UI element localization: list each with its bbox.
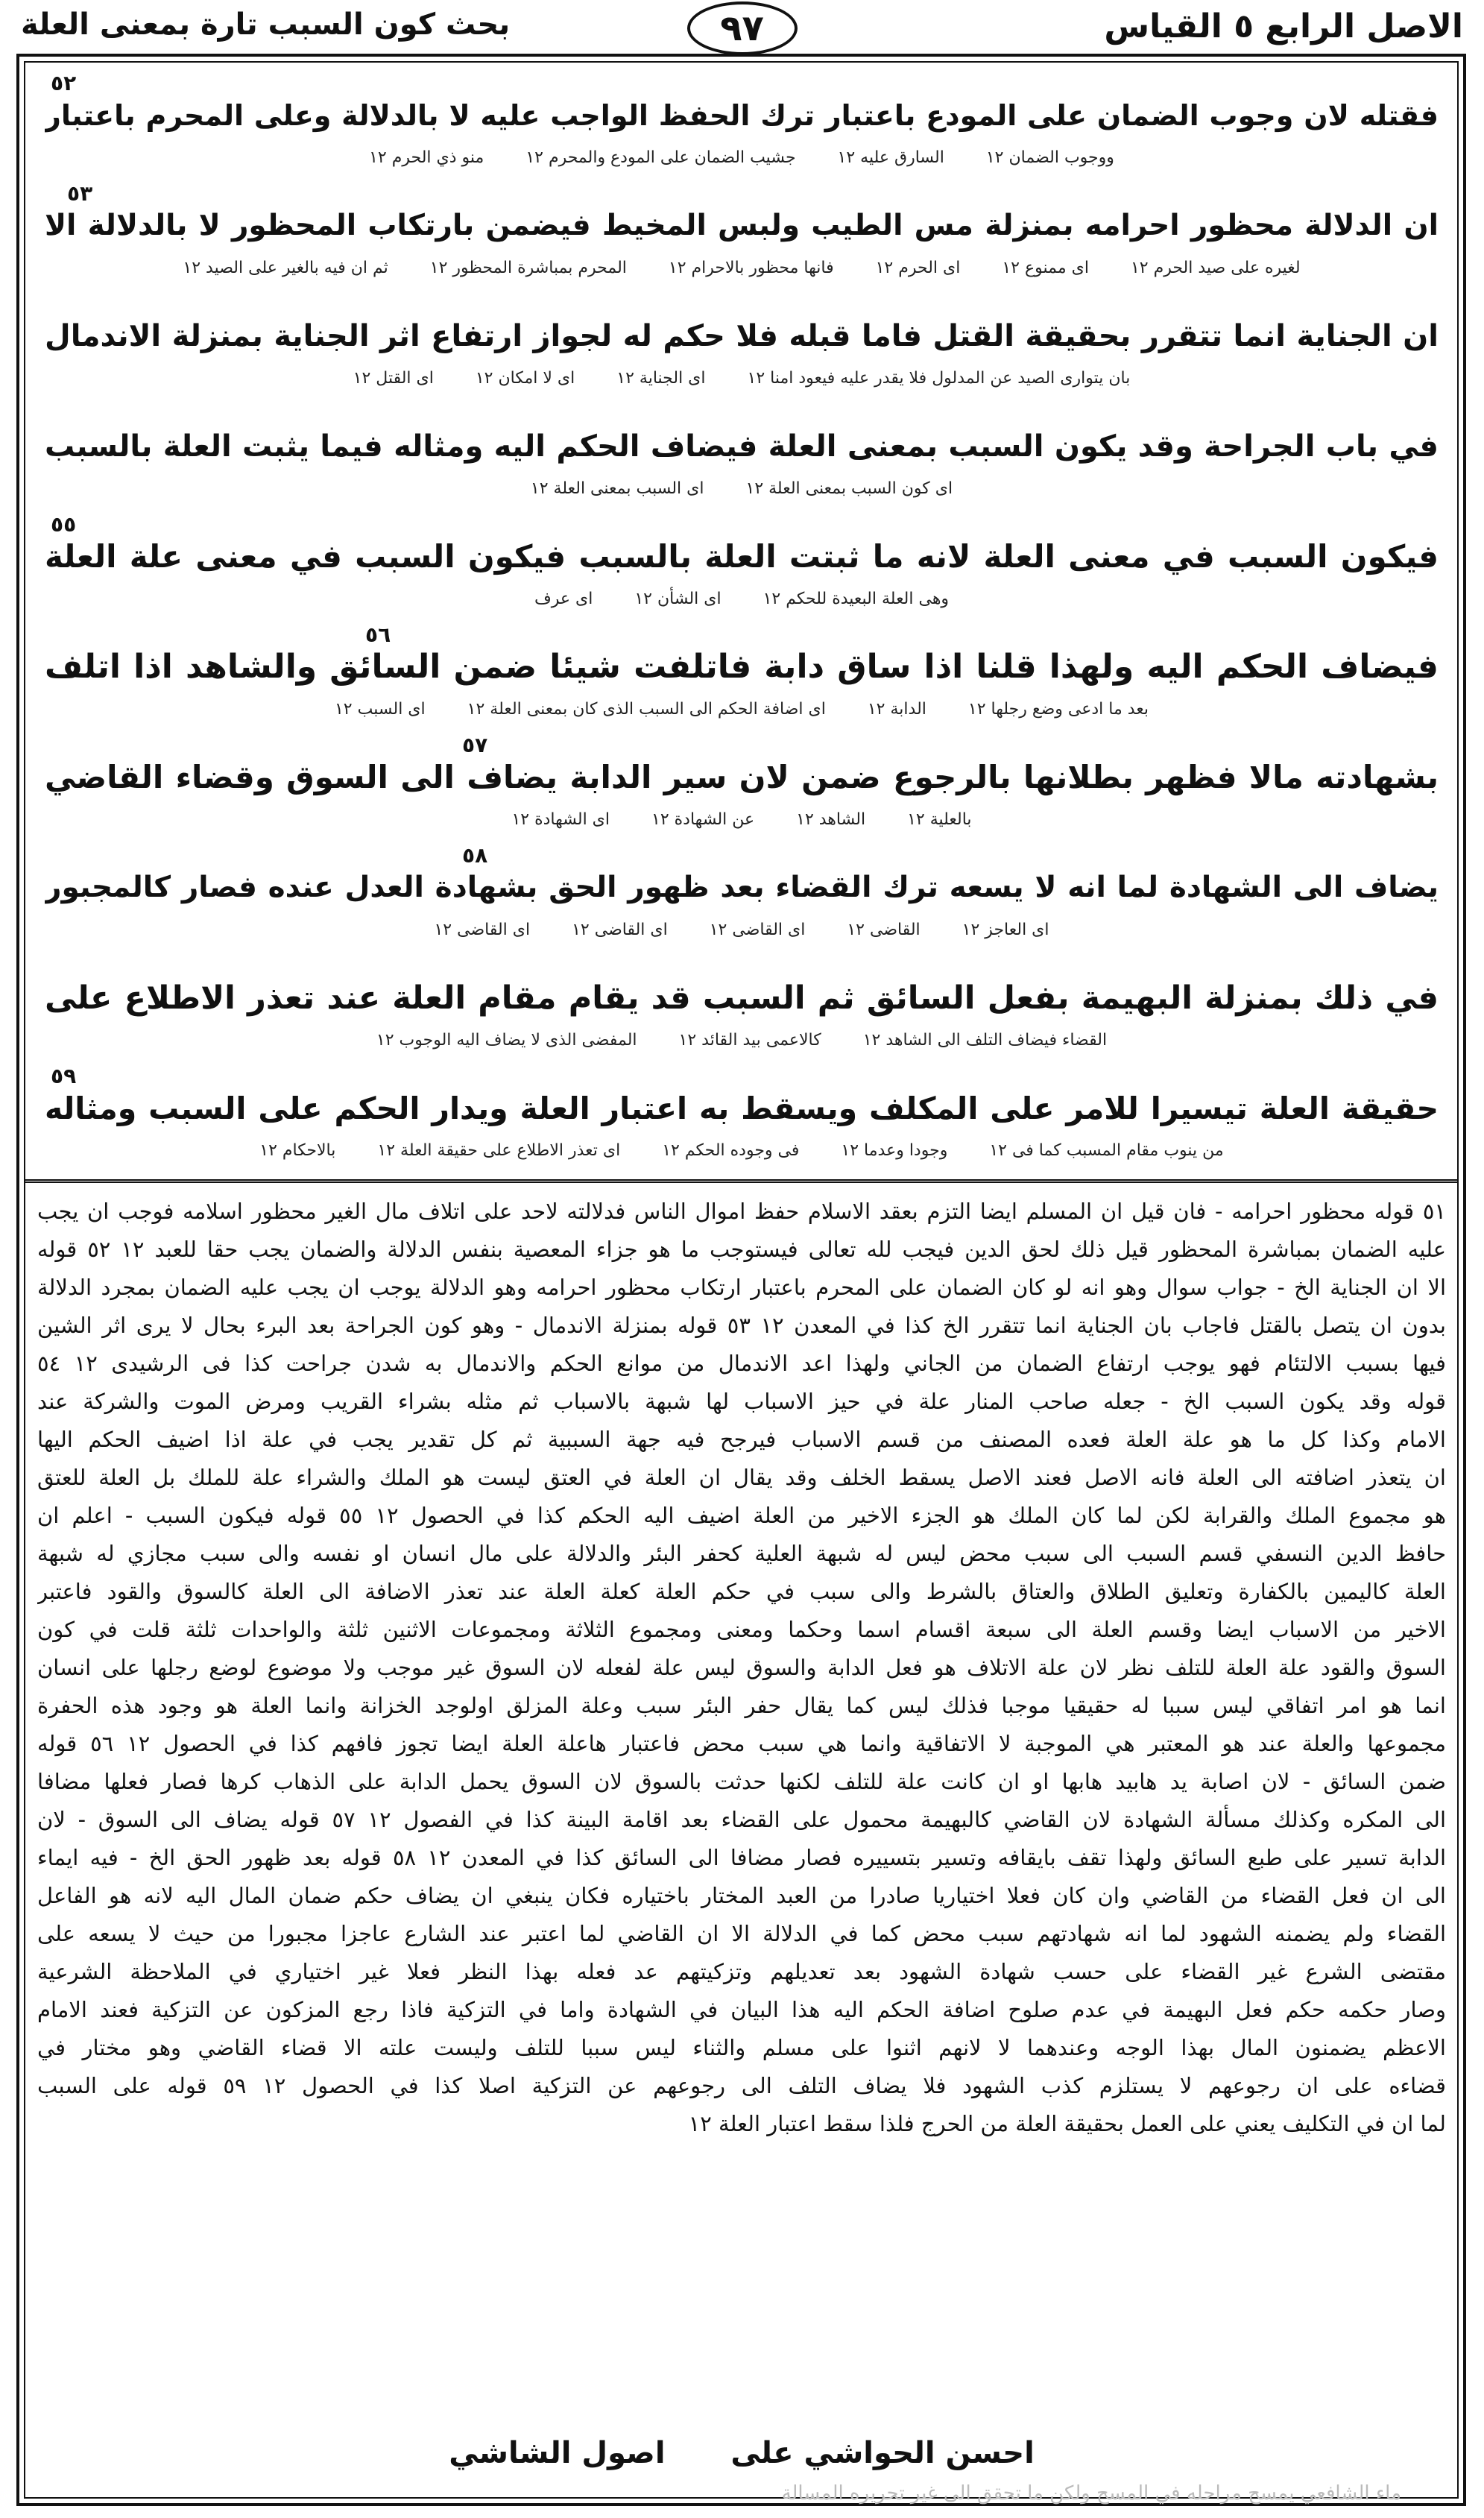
chapter-title: الاصل الرابع ٥ القياس bbox=[1104, 7, 1463, 45]
footnote-marker: ٥٦ bbox=[365, 622, 391, 647]
gloss-note: القضاء فيضاف التلف الى الشاهد ١٢ bbox=[862, 1031, 1108, 1050]
gloss-note: اى القاضى ١٢ bbox=[434, 921, 531, 939]
gloss-note: بالاحكام ١٢ bbox=[259, 1141, 336, 1160]
commentary-line: العلة كاليمين بالكفارة وتعليق الطلاق والعتاق بالشرط والى سبب في حكم العلة كعلة العلة عند تعذر الاضافة الى العلة كالسوق والقود فاعتبر bbox=[37, 1579, 1446, 1604]
interlinear-gloss bbox=[45, 809, 1439, 831]
gloss-note: بان يتوارى الصيد عن المدلول فلا يقدر عليه فيعود امنا ١٢ bbox=[747, 369, 1131, 388]
commentary-line: السوق والقود علة العلة للتلف نظر لان علة الاتلاف هو فعل الدابة والسوق ليس علة لفعله لان السوق غير موجب ولا موضوع لوضع رجلها على انسان bbox=[37, 1655, 1446, 1680]
main-text-block bbox=[45, 71, 1439, 1174]
commentary-line: ان يتعذر اضافته الى العلة فانه الاصل فعند الاصل يسقط الخلف وقد يقال ان العلة في العتق ليست هو الملك والشراء علة للملك بل العلة للعتق bbox=[37, 1465, 1446, 1490]
interlinear-gloss bbox=[45, 1140, 1439, 1162]
page-number: ٩٧ bbox=[687, 1, 798, 55]
commentary-line: حافظ الدين النسفي قسم السبب الى سبب محض ليس له شبهة العلية كحفر البئر والدلالة على مال انسان او نفسه والى سبب مجازي له شبهة bbox=[37, 1541, 1446, 1566]
main-line-text: حقيقة العلة تيسيرا للامر على المكلف ويسقط به اعتبار العلة ويدار الحكم على السبب ومثاله bbox=[45, 1091, 1439, 1126]
gloss-note: لغيره على صيد الحرم ١٢ bbox=[1130, 259, 1301, 277]
gloss-note: جشيب الضمان على المودع والمحرم ١٢ bbox=[525, 148, 796, 167]
interlinear-gloss bbox=[45, 367, 1439, 390]
main-line-text: ان الجناية انما تتقرر بحقيقة القتل فاما قبله فلا حكم له لجواز ارتفاع اثر الجناية بمنزلة الاندمال bbox=[45, 319, 1439, 353]
main-line-text: فيضاف الحكم اليه ولهذا قلنا اذا ساق دابة فاتلفت شيئا ضمن السائق والشاهد اذا اتلف bbox=[45, 648, 1439, 686]
gloss-note: المفضى الذى لا يضاف اليه الوجوب ١٢ bbox=[376, 1031, 637, 1050]
gloss-note: اى كون السبب بمعنى العلة ١٢ bbox=[745, 479, 953, 498]
gloss-note: الدابة ١٢ bbox=[867, 700, 926, 719]
main-line bbox=[45, 512, 1439, 622]
commentary-line: هو مجموع الملك والقرابة لكن لما كان الملك هو الجزء الاخير من العلة اضيف اليه الحكم كذا في الحصول ١٢ ٥٥ قوله فيكون السبب - اعلم ان bbox=[37, 1503, 1446, 1528]
signature-right: احسن الحواشي على bbox=[730, 2436, 1035, 2470]
interlinear-gloss bbox=[45, 147, 1439, 169]
footnote-marker: ٥٥ bbox=[51, 512, 77, 537]
gloss-note: اى عرف bbox=[534, 590, 593, 608]
commentary-block bbox=[37, 1193, 1446, 2490]
gloss-note: اى الحرم ١٢ bbox=[875, 259, 961, 277]
interlinear-gloss bbox=[45, 698, 1439, 721]
gloss-note: المحرم بمباشرة المحظور ١٢ bbox=[429, 259, 627, 277]
commentary-line: عليه الضمان بمباشرة المحظور قيل ذلك لحق الدين فيجب لله تعالى فيستوجب ما هو جزاء المعصية بنفس الدلالة والضمان يجب حقا للعبد ١٢ ٥٢ قوله bbox=[37, 1237, 1446, 1262]
main-line-text: في باب الجراحة وقد يكون السبب بمعنى العلة فيضاف الحكم اليه ومثاله فيما يثبت العلة بالسبب bbox=[45, 429, 1439, 464]
commentary-line: ٥١ قوله محظور احرامه - فان قيل ان المسلم ايضا التزم بعقد الاسلام حفظ اموال الناس فدلالته لاحد على اتلاف مال الغير محظور اسلامه فوجب ان يجب bbox=[37, 1199, 1446, 1224]
gloss-note: فانها محظور بالاحرام ١٢ bbox=[668, 259, 834, 277]
commentary-line: قضاءه على ان رجوعهم لا يستلزم كذب الشهود فلا يضاف التلف الى رجوعهم عن التزكية اصلا كذا في الحصول ١٢ ٥٩ قوله على السبب bbox=[37, 2073, 1446, 2098]
gloss-note: ثم ان فيه بالغير على الصيد ١٢ bbox=[183, 259, 388, 277]
main-line bbox=[45, 181, 1439, 291]
main-line-text: فيكون السبب في معنى العلة لانه ما ثبتت العلة بالسبب فيكون السبب في معنى علة العلة bbox=[45, 538, 1439, 575]
footnote-marker: ٥٨ bbox=[462, 843, 488, 868]
gloss-note: فى وجوده الحكم ١٢ bbox=[662, 1141, 800, 1160]
gloss-note: اى السبب بمعنى العلة ١٢ bbox=[530, 479, 704, 498]
section-divider bbox=[24, 1179, 1459, 1183]
interlinear-gloss bbox=[45, 1029, 1439, 1052]
gloss-note: القاضى ١٢ bbox=[847, 921, 921, 939]
interlinear-gloss bbox=[45, 478, 1439, 500]
main-line bbox=[45, 953, 1439, 1064]
interlinear-gloss bbox=[45, 919, 1439, 941]
footnote-marker: ٥٢ bbox=[51, 71, 77, 95]
main-line bbox=[45, 71, 1439, 181]
commentary-line: الى المكره وكذلك مسألة الشهادة لان القاضي كالبهيمة محمول على القضاء بعد اقامة البينة كذا في الفصول ١٢ ٥٧ قوله يضاف الى السوق - لان bbox=[37, 1807, 1446, 1832]
gloss-note: اى الجناية ١٢ bbox=[616, 369, 706, 388]
commentary-line: انما هو امر اتفاقي ليس سببا له حقيقيا موجبا فذلك ليس كما يقال حفر البئر سبب وعلة المزلق اولوجد الخزانة وانما العلة هو وجود هذه الحفرة bbox=[37, 1693, 1446, 1718]
gloss-note: اى السبب ١٢ bbox=[334, 700, 426, 719]
main-line bbox=[45, 843, 1439, 953]
gloss-note: الشاهد ١٢ bbox=[796, 810, 866, 829]
page-header bbox=[21, 0, 1463, 54]
commentary-line: لما ان في التكليف يعني على العمل بحقيقة العلة من الحرج فلذا سقط اعتبار العلة ١٢ bbox=[688, 2111, 1446, 2136]
commentary-line: الاخير من الاسباب ايضا وقسم العلة الى سبعة اقسام اسما وحكما ومعنى ومجموع الثلاثة ومجموعات الاثنين ثلثة والواحدات ثلثة قلت في كون bbox=[37, 1617, 1446, 1642]
commentary-line: مجموعها والعلة عند هو المعتبر هي الموجبة لا الاتفاقية وانما هي سبب محض فاعتبار هاعلة العلة ايضا تجوز فافهم كذا في الحصول ١٢ ٥٦ قوله bbox=[37, 1731, 1446, 1756]
gloss-note: اى القاضى ١٢ bbox=[572, 921, 668, 939]
gloss-note: اى العاجز ١٢ bbox=[962, 921, 1049, 939]
commentary-line: الى ان فعل القضاء من القاضي وان كان فعلا اختياريا صادرا من العبد المختار باختياره فكان ينبغي ان يضاف حكم ضمان المال اليه لانه هو الفاعل bbox=[37, 1883, 1446, 1908]
gloss-note: السارق عليه ١٢ bbox=[837, 148, 944, 167]
main-line-text: يضاف الى الشهادة لما انه لا يسعه ترك القضاء بعد ظهور الحق بشهادة العدل عنده فصار كالمجبور bbox=[45, 871, 1439, 904]
gloss-note: عن الشهادة ١٢ bbox=[651, 810, 755, 829]
footnote-marker: ٥٧ bbox=[462, 733, 488, 757]
gloss-note: اى القتل ١٢ bbox=[353, 369, 434, 388]
commentary-line: الامام وكذا كل ما هو علة العلة فعده المصنف من قسم الاسباب فيرجح فيه جهة السببية ثم كل تقدير يجب في علة اذا اضيف الحكم اليها bbox=[37, 1427, 1446, 1452]
gloss-note: بعد ما ادعى وضع رجلها ١٢ bbox=[967, 700, 1149, 719]
main-line-text: بشهادته مالا فظهر بطلانها بالرجوع ضمن لان سير الدابة يضاف الى السوق وقضاء القاضي bbox=[45, 759, 1439, 795]
faint-handwritten-note: ماء الشافعي يمسح مراحله في المسح ولكن ما تحقق الى غير تحريره المسالة bbox=[781, 2482, 1401, 2505]
footnote-marker: ٥٣ bbox=[67, 181, 93, 206]
commentary-line: ضمن السائق - لان اصابة يد هابيد هابها او ان كانت علة للتلف لكنها حدثت بالسوق لان السوق يحمل الدابة على الذهاب كرها فصار فعلها مضافا bbox=[37, 1769, 1446, 1794]
book-signature bbox=[45, 2436, 1439, 2481]
gloss-note: اى الشهادة ١٢ bbox=[511, 810, 610, 829]
footnote-marker: ٥٩ bbox=[51, 1064, 77, 1088]
signature-left: اصول الشاشي bbox=[449, 2436, 666, 2470]
main-line-text: فقتله لان وجوب الضمان على المودع باعتبار ترك الحفظ الواجب عليه لا بالدلالة وعلى المحرم باعتبار bbox=[45, 99, 1439, 132]
main-line bbox=[45, 733, 1439, 843]
gloss-note: اى ممنوع ١٢ bbox=[1002, 259, 1089, 277]
main-line-text: في ذلك بمنزلة البهيمة بفعل السائق ثم السبب قد يقام مقام العلة عند تعذر الاطلاع على bbox=[45, 979, 1439, 1017]
main-line-text: ان الدلالة محظور احرامه بمنزلة مس الطيب ولبس المخيط فيضمن بارتكاب المحظور لا بالدلالة الا bbox=[45, 209, 1439, 242]
main-line bbox=[45, 402, 1439, 512]
gloss-note: اى الشأن ١٢ bbox=[634, 590, 722, 608]
commentary-line: الدابة تسير على طبع السائق ولهذا تقف بايقافه وتسير بتسييره فصار مضافا الى السائق كذا في المعدن ١٢ ٥٨ قوله بعد ظهور الحق الخ - فيه ايماء bbox=[37, 1845, 1446, 1870]
commentary-line: الاعظم يضمنون المال بهذا الوجه وعندهما لا لانهم اثنوا على مسلم والثناء ليس سببا للتلف وليست علته الا قضاء القاضي وهو مختار في bbox=[37, 2035, 1446, 2060]
gloss-note: وهى العلة البعيدة للحكم ١٢ bbox=[762, 590, 950, 608]
main-line bbox=[45, 1064, 1439, 1174]
interlinear-gloss bbox=[45, 257, 1439, 280]
commentary-line: فيها بسبب الالتئام فهو يوجب ارتفاع الضمان من الجاني ولهذا اعد الاندمال من موانع الحكم والاندمال به شدن جراحت كذا فى الرشيدى ١٢ ٥٤ bbox=[37, 1351, 1446, 1376]
commentary-line: الا ان الجناية الخ - جواب سوال وهو انه لو كان الضمان على المحرم باعتبار ارتكاب محظور احرامه وهو الدلالة يوجب ان يجب عليه الضمان بمجرد الدلالة bbox=[37, 1275, 1446, 1300]
gloss-note: اى لا امكان ١٢ bbox=[475, 369, 575, 388]
interlinear-gloss bbox=[45, 588, 1439, 610]
commentary-line: بدون ان يتصل بالقتل فاجاب بان الجناية انما تتقرر الخ كذا في المعدن ١٢ ٥٣ قوله بمنزلة الاندمال - وهو كون الجراحة بعد البرء بحال لا يرى اثر الشين bbox=[37, 1313, 1446, 1338]
commentary-line: قوله وقد يكون السبب الخ - جعله صاحب المنار علة في حيز الاسباب لها شبهة بالاسباب ثم مثله بشراء القريب ومرض الموت والشركة عند bbox=[37, 1389, 1446, 1414]
gloss-note: وجودا وعدما ١٢ bbox=[841, 1141, 948, 1160]
section-title: بحث كون السبب تارة بمعنى العلة bbox=[21, 7, 511, 42]
gloss-note: بالعلية ١٢ bbox=[907, 810, 972, 829]
commentary-line: وصار حكمه حكم فعل البهيمة في عدم صلوح اضافة الحكم اليه هذا البيان في الشهادة واما في التزكية فاذا رجع المزكون عن التزكية فعند الامام bbox=[37, 1997, 1446, 2022]
gloss-note: كالاعمى بيد القائد ١٢ bbox=[678, 1031, 821, 1050]
commentary-line: القضاء ولم يضمنه الشهود لما انه شهادتهم سبب محض كما في الدلالة الا ان القاضي لما اعتبر عند الشارع عاجزا مجبورا من حيث لا يسعه على bbox=[37, 1921, 1446, 1946]
main-line bbox=[45, 622, 1439, 733]
gloss-note: اى اضافة الحكم الى السبب الذى كان بمعنى العلة ١٢ bbox=[467, 700, 826, 719]
gloss-note: اى تعذر الاطلاع على حقيقة العلة ١٢ bbox=[377, 1141, 621, 1160]
main-line bbox=[45, 291, 1439, 402]
commentary-line: مقتضى الشرع غير القضاء على حسب شهادة الشهود بعد تعديلهم وتزكيتهم عد فعله بهذا النظر فعلا غير اختياري في الملاحظة الشرعية bbox=[37, 1959, 1446, 1984]
gloss-note: ووجوب الضمان ١٢ bbox=[985, 148, 1114, 167]
gloss-note: اى القاضى ١٢ bbox=[709, 921, 806, 939]
gloss-note: من ينوب مقام المسبب كما فى ١٢ bbox=[989, 1141, 1224, 1160]
gloss-note: منو ذي الحرم ١٢ bbox=[369, 148, 484, 167]
